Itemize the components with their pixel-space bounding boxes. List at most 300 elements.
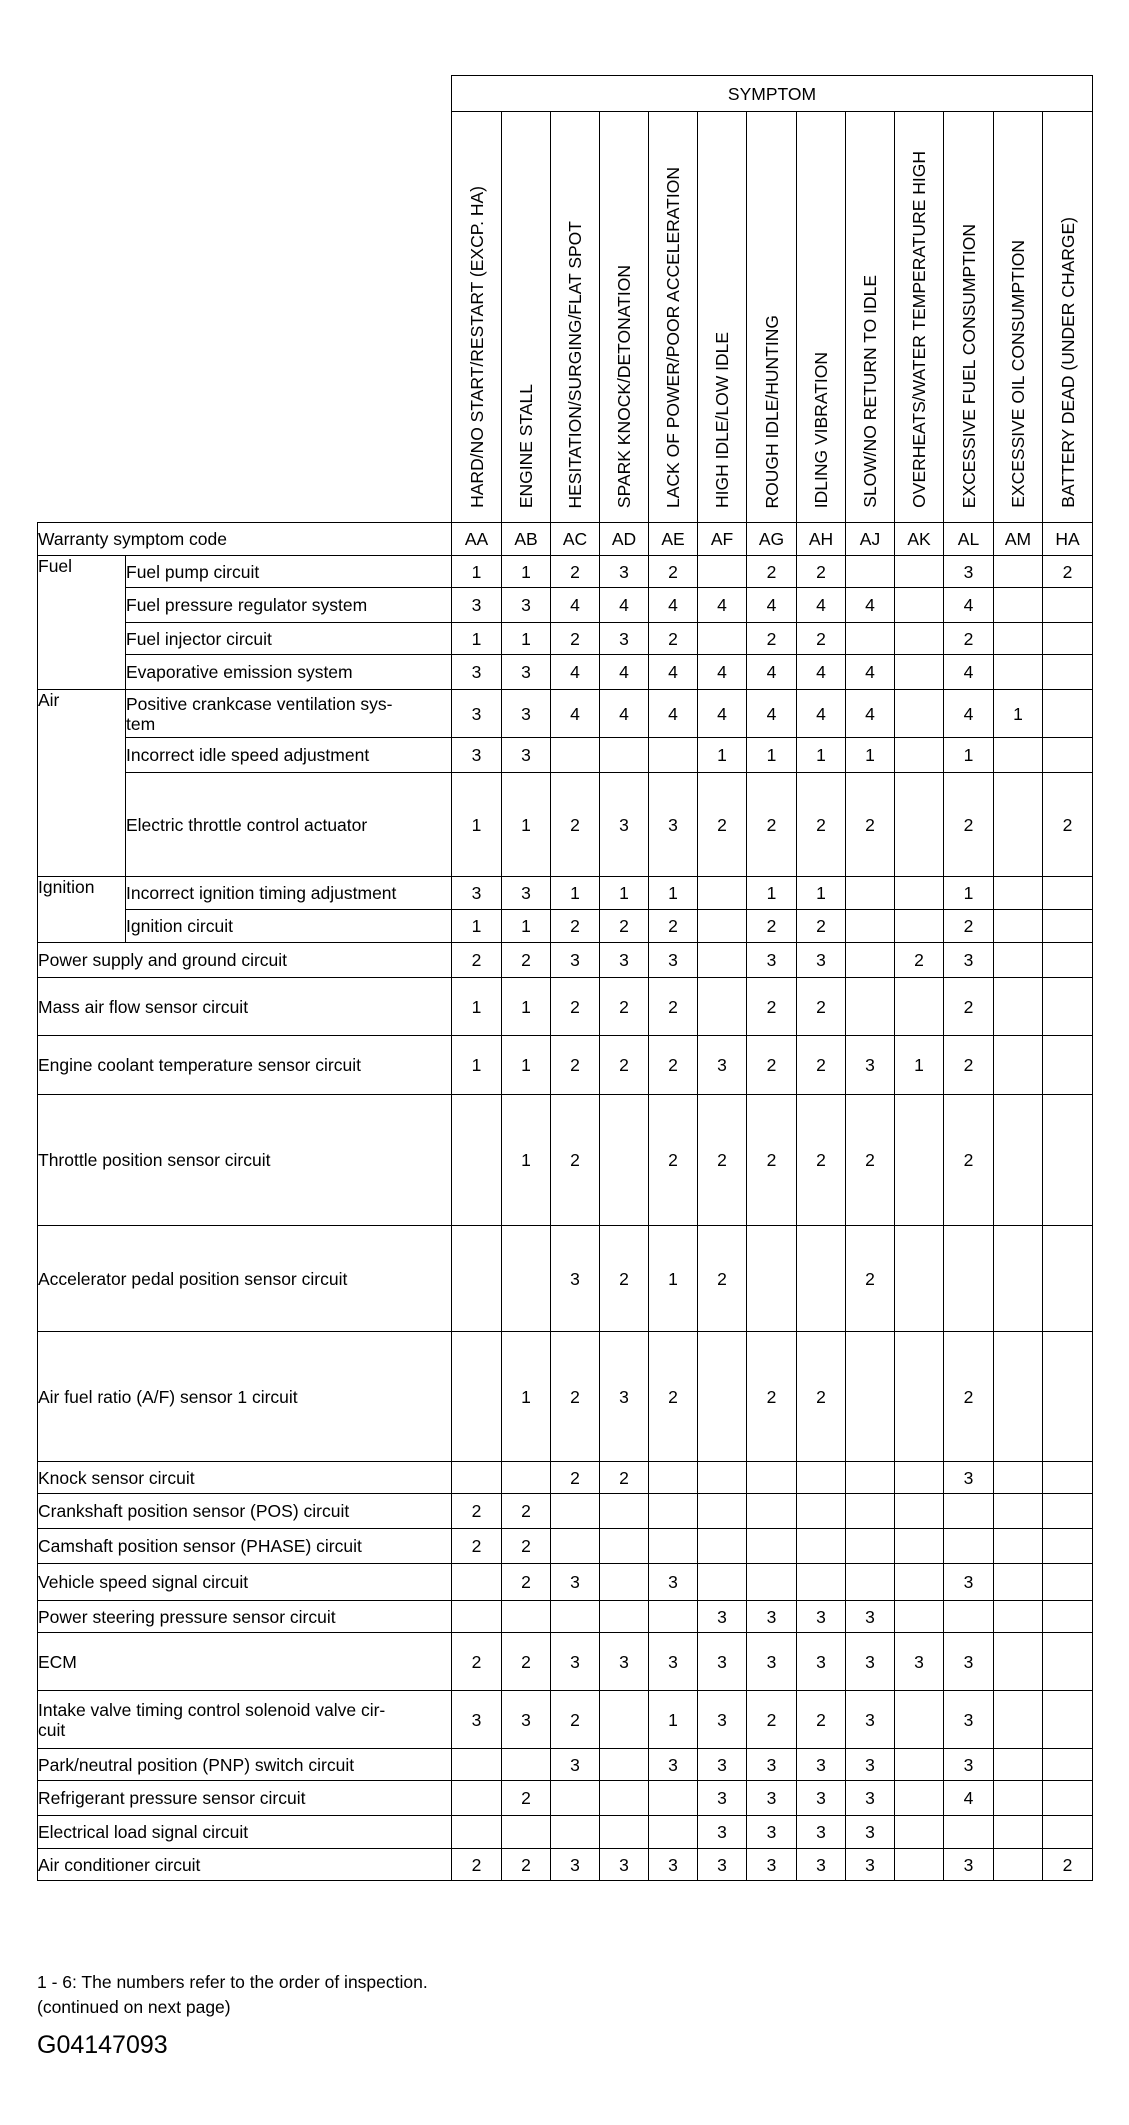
order-cell: 2: [551, 910, 600, 943]
order-cell: 2: [551, 623, 600, 655]
order-cell: 2: [797, 1332, 846, 1462]
order-cell: [1043, 1749, 1093, 1781]
order-cell: [994, 773, 1043, 877]
order-cell: [600, 1095, 649, 1226]
order-cell: [994, 1332, 1043, 1462]
order-cell: 2: [944, 1036, 994, 1095]
symptom-name: ENGINE STALL: [516, 383, 536, 508]
order-cell: [698, 877, 747, 910]
order-cell: 3: [846, 1036, 895, 1095]
order-cell: [895, 1494, 944, 1529]
order-cell: 3: [698, 1036, 747, 1095]
order-cell: 2: [797, 1691, 846, 1749]
symptom-name: EXCESSIVE OIL CONSUMPTION: [1008, 240, 1028, 508]
order-cell: [797, 1494, 846, 1529]
order-cell: 2: [551, 978, 600, 1036]
order-cell: 3: [452, 690, 502, 738]
order-cell: 3: [600, 943, 649, 978]
order-cell: [1043, 1332, 1093, 1462]
order-cell: 2: [551, 556, 600, 588]
order-cell: 3: [944, 1462, 994, 1494]
order-cell: 3: [600, 773, 649, 877]
order-cell: 1: [895, 1036, 944, 1095]
order-cell: [846, 1332, 895, 1462]
order-cell: 2: [846, 1095, 895, 1226]
footnote-line-2: (continued on next page): [37, 1997, 231, 2017]
order-cell: 3: [502, 690, 551, 738]
order-cell: 4: [944, 655, 994, 690]
row-label: Fuel pump circuit: [126, 556, 452, 588]
category-label: Fuel: [38, 556, 126, 690]
order-cell: [747, 1494, 797, 1529]
table-row: [38, 1564, 1093, 1601]
table-row: [38, 877, 1093, 910]
order-cell: [551, 1601, 600, 1633]
order-cell: 3: [944, 1749, 994, 1781]
order-cell: [846, 978, 895, 1036]
footnote-line-1: 1 - 6: The numbers refer to the order of inspection.: [37, 1972, 428, 1992]
order-cell: 3: [846, 1816, 895, 1849]
order-cell: [1043, 1816, 1093, 1849]
order-cell: [994, 623, 1043, 655]
symptom-code: HA: [1043, 523, 1093, 556]
order-cell: 3: [797, 1849, 846, 1881]
order-cell: 2: [797, 1036, 846, 1095]
order-cell: 1: [502, 978, 551, 1036]
order-cell: 3: [797, 1816, 846, 1849]
symptom-name: SPARK KNOCK/DETONATION: [614, 264, 634, 508]
order-cell: 4: [600, 690, 649, 738]
row-label: Evaporative emission system: [126, 655, 452, 690]
order-cell: 4: [797, 588, 846, 623]
order-cell: 1: [747, 738, 797, 773]
order-cell: [797, 1462, 846, 1494]
order-cell: [698, 943, 747, 978]
order-cell: [1043, 943, 1093, 978]
row-label: Fuel injector circuit: [126, 623, 452, 655]
order-cell: [895, 978, 944, 1036]
order-cell: [895, 1691, 944, 1749]
order-cell: [747, 1226, 797, 1332]
order-cell: 3: [600, 1633, 649, 1691]
order-cell: 3: [747, 943, 797, 978]
order-cell: [994, 1529, 1043, 1564]
table-row: [38, 1036, 1093, 1095]
order-cell: 4: [944, 588, 994, 623]
order-cell: 3: [944, 1849, 994, 1881]
order-cell: 2: [747, 556, 797, 588]
category-label: Ignition: [38, 877, 126, 943]
order-cell: 1: [452, 910, 502, 943]
order-cell: [994, 738, 1043, 773]
order-cell: 3: [649, 1633, 698, 1691]
order-cell: [895, 588, 944, 623]
order-cell: 2: [944, 1095, 994, 1226]
order-cell: 1: [502, 910, 551, 943]
order-cell: 3: [452, 655, 502, 690]
order-cell: 3: [747, 1633, 797, 1691]
category-label: Air: [38, 690, 126, 877]
order-cell: 2: [452, 1849, 502, 1881]
order-cell: [895, 738, 944, 773]
order-cell: [895, 773, 944, 877]
order-cell: 1: [502, 556, 551, 588]
table-row: [38, 943, 1093, 978]
order-cell: 2: [452, 1529, 502, 1564]
order-cell: 3: [797, 943, 846, 978]
order-cell: 3: [551, 1633, 600, 1691]
order-cell: 1: [649, 877, 698, 910]
order-cell: [846, 1564, 895, 1601]
order-cell: 4: [600, 588, 649, 623]
row-label: Vehicle speed signal circuit: [38, 1564, 452, 1601]
order-cell: 1: [452, 978, 502, 1036]
order-cell: 3: [698, 1816, 747, 1849]
table-row: [38, 773, 1093, 877]
order-cell: 4: [551, 588, 600, 623]
order-cell: [649, 1494, 698, 1529]
footnote: [37, 1970, 428, 2020]
order-cell: [452, 1462, 502, 1494]
symptom-col-header: [944, 112, 994, 523]
order-cell: [452, 1781, 502, 1816]
order-cell: [649, 1601, 698, 1633]
row-label: Power supply and ground circuit: [38, 943, 452, 978]
symptom-name: HARD/NO START/RESTART (EXCP. HA): [466, 186, 487, 508]
order-cell: [994, 1781, 1043, 1816]
order-cell: [698, 1529, 747, 1564]
order-cell: [797, 1529, 846, 1564]
order-cell: [895, 1749, 944, 1781]
order-cell: 3: [944, 556, 994, 588]
symptom-code: AB: [502, 523, 551, 556]
row-label: Camshaft position sensor (PHASE) circuit: [38, 1529, 452, 1564]
symptom-col-header: [649, 112, 698, 523]
order-cell: [895, 1095, 944, 1226]
order-cell: 1: [452, 623, 502, 655]
symptom-col-header: [452, 112, 502, 523]
warranty-code-row: [38, 523, 1093, 556]
order-cell: 2: [944, 773, 994, 877]
order-cell: [797, 1564, 846, 1601]
order-cell: [698, 623, 747, 655]
order-cell: [600, 738, 649, 773]
order-cell: 1: [846, 738, 895, 773]
order-cell: 3: [502, 588, 551, 623]
order-cell: 2: [944, 623, 994, 655]
order-cell: 2: [551, 1332, 600, 1462]
table-row: [38, 1691, 1093, 1749]
order-cell: 3: [502, 738, 551, 773]
order-cell: 2: [649, 1332, 698, 1462]
order-cell: 3: [698, 1601, 747, 1633]
order-cell: [944, 1601, 994, 1633]
table-row: [38, 655, 1093, 690]
order-cell: [944, 1226, 994, 1332]
order-cell: [551, 1781, 600, 1816]
order-cell: [994, 588, 1043, 623]
order-cell: [1043, 1691, 1093, 1749]
order-cell: 2: [846, 1226, 895, 1332]
order-cell: 1: [797, 738, 846, 773]
table-row: [38, 556, 1093, 588]
order-cell: 3: [944, 943, 994, 978]
symptom-code: AG: [747, 523, 797, 556]
order-cell: [1043, 1036, 1093, 1095]
order-cell: [994, 1816, 1043, 1849]
order-cell: 1: [600, 877, 649, 910]
order-cell: 3: [944, 1564, 994, 1601]
order-cell: 2: [1043, 1849, 1093, 1881]
row-label: Refrigerant pressure sensor circuit: [38, 1781, 452, 1816]
order-cell: 2: [452, 1633, 502, 1691]
order-cell: [895, 1601, 944, 1633]
order-cell: 3: [846, 1633, 895, 1691]
order-cell: [698, 1564, 747, 1601]
order-cell: 2: [698, 1095, 747, 1226]
order-cell: 1: [502, 1095, 551, 1226]
table-row: [38, 1633, 1093, 1691]
order-cell: 2: [1043, 556, 1093, 588]
order-cell: 1: [698, 738, 747, 773]
order-cell: 2: [797, 910, 846, 943]
order-cell: [551, 738, 600, 773]
order-cell: 2: [452, 1494, 502, 1529]
warranty-code-label: Warranty symptom code: [38, 523, 452, 556]
order-cell: 2: [747, 1691, 797, 1749]
table-row: [38, 1494, 1093, 1529]
table-row: [38, 1749, 1093, 1781]
symptom-code: AM: [994, 523, 1043, 556]
order-cell: [502, 1226, 551, 1332]
symptom-code: AF: [698, 523, 747, 556]
order-cell: 3: [747, 1749, 797, 1781]
order-cell: 4: [698, 588, 747, 623]
order-cell: 3: [649, 1849, 698, 1881]
order-cell: 3: [551, 943, 600, 978]
order-cell: 3: [747, 1601, 797, 1633]
order-cell: [994, 910, 1043, 943]
order-cell: [944, 1529, 994, 1564]
order-cell: [895, 1781, 944, 1816]
symptom-name: HIGH IDLE/LOW IDLE: [712, 331, 732, 508]
table-row: [38, 1095, 1093, 1226]
row-label: Throttle position sensor circuit: [38, 1095, 452, 1226]
order-cell: [551, 1529, 600, 1564]
order-cell: 3: [846, 1849, 895, 1881]
order-cell: 1: [452, 556, 502, 588]
order-cell: 4: [846, 655, 895, 690]
order-cell: 2: [600, 910, 649, 943]
row-label: Knock sensor circuit: [38, 1462, 452, 1494]
order-cell: 2: [747, 1036, 797, 1095]
order-cell: [1043, 1494, 1093, 1529]
order-cell: [1043, 623, 1093, 655]
row-label: Mass air flow sensor circuit: [38, 978, 452, 1036]
order-cell: 2: [502, 943, 551, 978]
order-cell: 1: [649, 1226, 698, 1332]
row-label: Park/neutral position (PNP) switch circuit: [38, 1749, 452, 1781]
order-cell: [895, 1462, 944, 1494]
order-cell: [895, 1226, 944, 1332]
table-row: [38, 1781, 1093, 1816]
order-cell: 2: [551, 1036, 600, 1095]
order-cell: [551, 1816, 600, 1849]
order-cell: 2: [600, 1462, 649, 1494]
order-cell: [698, 556, 747, 588]
order-cell: [994, 655, 1043, 690]
order-cell: 3: [502, 655, 551, 690]
order-cell: 2: [747, 1095, 797, 1226]
order-cell: [1043, 877, 1093, 910]
order-cell: 3: [649, 1564, 698, 1601]
order-cell: [846, 943, 895, 978]
diagnosis-table-sheet: [37, 75, 1093, 1881]
symptom-name: BATTERY DEAD (UNDER CHARGE): [1057, 217, 1078, 508]
order-cell: [698, 978, 747, 1036]
table-row: [38, 978, 1093, 1036]
order-cell: 1: [994, 690, 1043, 738]
symptom-header-row: [38, 76, 1093, 112]
order-cell: 2: [600, 1036, 649, 1095]
order-cell: [1043, 978, 1093, 1036]
order-cell: 4: [649, 690, 698, 738]
order-cell: 2: [747, 623, 797, 655]
order-cell: 3: [698, 1781, 747, 1816]
order-cell: 3: [846, 1601, 895, 1633]
order-cell: 4: [747, 655, 797, 690]
order-cell: 2: [600, 978, 649, 1036]
order-cell: [1043, 1095, 1093, 1226]
row-label: Crankshaft position sensor (POS) circuit: [38, 1494, 452, 1529]
order-cell: 1: [502, 623, 551, 655]
order-cell: 3: [551, 1226, 600, 1332]
order-cell: [846, 877, 895, 910]
order-cell: [895, 910, 944, 943]
order-cell: [846, 910, 895, 943]
order-cell: 4: [944, 690, 994, 738]
order-cell: 4: [698, 655, 747, 690]
order-cell: [502, 1601, 551, 1633]
order-cell: 2: [747, 910, 797, 943]
order-cell: 3: [747, 1849, 797, 1881]
blank-corner: [38, 76, 452, 523]
order-cell: [994, 943, 1043, 978]
order-cell: 4: [600, 655, 649, 690]
order-cell: [698, 910, 747, 943]
order-cell: [649, 1462, 698, 1494]
order-cell: 2: [747, 1332, 797, 1462]
order-cell: 1: [502, 1332, 551, 1462]
order-cell: [452, 1332, 502, 1462]
order-cell: [994, 1564, 1043, 1601]
order-cell: [797, 1226, 846, 1332]
order-cell: 2: [551, 773, 600, 877]
order-cell: 3: [747, 1781, 797, 1816]
order-cell: 3: [502, 877, 551, 910]
order-cell: 4: [747, 588, 797, 623]
order-cell: 2: [502, 1849, 551, 1881]
order-cell: 3: [698, 1749, 747, 1781]
order-cell: [1043, 690, 1093, 738]
order-cell: 2: [649, 556, 698, 588]
order-cell: [846, 1462, 895, 1494]
row-label: Electric throttle control actuator: [126, 773, 452, 877]
order-cell: 2: [502, 1633, 551, 1691]
order-cell: 2: [797, 556, 846, 588]
order-cell: [1043, 1226, 1093, 1332]
order-cell: [452, 1749, 502, 1781]
order-cell: [502, 1462, 551, 1494]
row-label: Air fuel ratio (A/F) sensor 1 circuit: [38, 1332, 452, 1462]
order-cell: 2: [502, 1564, 551, 1601]
order-cell: [895, 1564, 944, 1601]
order-cell: [1043, 1462, 1093, 1494]
order-cell: [846, 556, 895, 588]
table-row: [38, 1816, 1093, 1849]
symptom-code: AD: [600, 523, 649, 556]
order-cell: 1: [797, 877, 846, 910]
order-cell: 3: [846, 1691, 895, 1749]
order-cell: [895, 556, 944, 588]
row-label: Air conditioner circuit: [38, 1849, 452, 1881]
order-cell: [895, 655, 944, 690]
order-cell: 3: [944, 1633, 994, 1691]
order-cell: 2: [698, 773, 747, 877]
order-cell: 3: [846, 1749, 895, 1781]
order-cell: [895, 623, 944, 655]
order-cell: 4: [797, 690, 846, 738]
order-cell: [895, 877, 944, 910]
table-row: [38, 588, 1093, 623]
order-cell: 3: [600, 556, 649, 588]
order-cell: 2: [649, 623, 698, 655]
order-cell: [1043, 1564, 1093, 1601]
order-cell: [452, 1816, 502, 1849]
order-cell: 4: [551, 690, 600, 738]
order-cell: 1: [452, 773, 502, 877]
order-cell: 2: [747, 978, 797, 1036]
order-cell: [1043, 910, 1093, 943]
order-cell: 3: [944, 1691, 994, 1749]
table-row: [38, 690, 1093, 738]
table-row: [38, 1529, 1093, 1564]
order-cell: 2: [452, 943, 502, 978]
symptom-name: OVERHEATS/WATER TEMPERATURE HIGH: [909, 151, 929, 508]
order-cell: 2: [649, 1095, 698, 1226]
order-cell: [600, 1816, 649, 1849]
order-cell: 2: [551, 1691, 600, 1749]
order-cell: [994, 556, 1043, 588]
order-cell: 3: [649, 943, 698, 978]
order-cell: 2: [649, 1036, 698, 1095]
order-cell: [994, 1095, 1043, 1226]
order-cell: 2: [600, 1226, 649, 1332]
order-cell: [600, 1691, 649, 1749]
order-cell: [452, 1601, 502, 1633]
row-label: Fuel pressure regulator system: [126, 588, 452, 623]
order-cell: 3: [797, 1749, 846, 1781]
order-cell: [747, 1529, 797, 1564]
order-cell: [1043, 655, 1093, 690]
order-cell: [994, 1601, 1043, 1633]
order-cell: [994, 978, 1043, 1036]
order-cell: [846, 1494, 895, 1529]
order-cell: [1043, 1601, 1093, 1633]
order-cell: 1: [502, 773, 551, 877]
order-cell: 4: [698, 690, 747, 738]
order-cell: 3: [452, 877, 502, 910]
